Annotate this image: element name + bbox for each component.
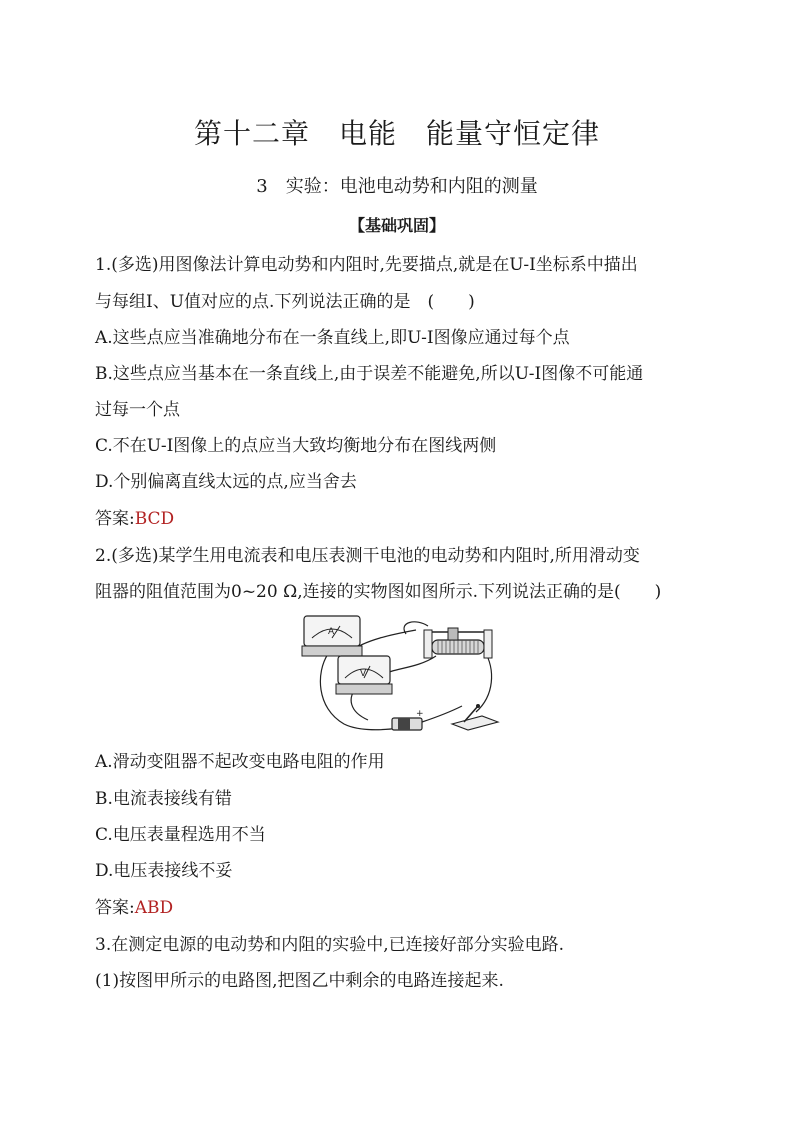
q2-option-d: D.电压表接线不妥	[95, 861, 233, 881]
page-subtitle: 3 实验：电池电动势和内阻的测量	[256, 176, 538, 197]
q1-option-a: A.这些点应当准确地分布在一条直线上,即U-I图像应通过每个点	[95, 328, 570, 348]
q3-stem-line-1: 3.在测定电源的电动势和内阻的实验中,已连接好部分实验电路.	[95, 935, 565, 955]
q2-stem-line-1: 2.(多选)某学生用电流表和电压表测干电池的电动势和内阻时,所用滑动变	[95, 546, 640, 566]
q2-option-b: B.电流表接线有错	[95, 789, 232, 809]
voltmeter-label: V	[360, 669, 367, 679]
section-heading: 【基础巩固】	[348, 216, 445, 235]
q2-answer-value: ABD	[134, 898, 174, 918]
q2-option-a: A.滑动变阻器不起改变电路电阻的作用	[95, 752, 385, 772]
q2-answer	[95, 893, 705, 918]
q1-option-c: C.不在U-I图像上的点应当大致均衡地分布在图线两侧	[95, 436, 497, 456]
q2-stem-line-2: 阻器的阻值范围为0~20 Ω,连接的实物图如图所示.下列说法正确的是( )	[95, 582, 662, 602]
q3-stem-line-2: (1)按图甲所示的电路图,把图乙中剩余的电路连接起来.	[95, 971, 504, 991]
q2-answer-label: 答案:	[95, 898, 135, 918]
voltmeter-icon	[336, 656, 392, 694]
q2-option-c: C.电压表量程选用不当	[95, 825, 266, 845]
q1-option-b: B.这些点应当基本在一条直线上,由于误差不能避免,所以U-I图像不可能通	[95, 364, 644, 384]
q1-answer-label: 答案:	[95, 509, 135, 529]
ammeter-icon	[302, 616, 362, 656]
q1-answer	[95, 504, 705, 529]
q1-option-b-cont: 过每一个点	[95, 400, 180, 420]
circuit-figure	[298, 612, 502, 738]
q1-stem-line-2: 与每组I、U值对应的点.下列说法正确的是 ( )	[95, 292, 475, 312]
q1-option-d: D.个别偏离直线太远的点,应当舍去	[95, 472, 357, 492]
rheostat-icon	[424, 628, 492, 658]
q1-stem-line-1: 1.(多选)用图像法计算电动势和内阻时,先要描点,就是在U-I坐标系中描出	[95, 255, 638, 275]
battery-icon	[392, 709, 424, 730]
battery-plus-label: +	[416, 709, 424, 719]
page-title: 第十二章 电能 能量守恒定律	[193, 117, 600, 150]
ammeter-label: A	[328, 627, 335, 637]
q1-answer-value: BCD	[134, 509, 175, 529]
